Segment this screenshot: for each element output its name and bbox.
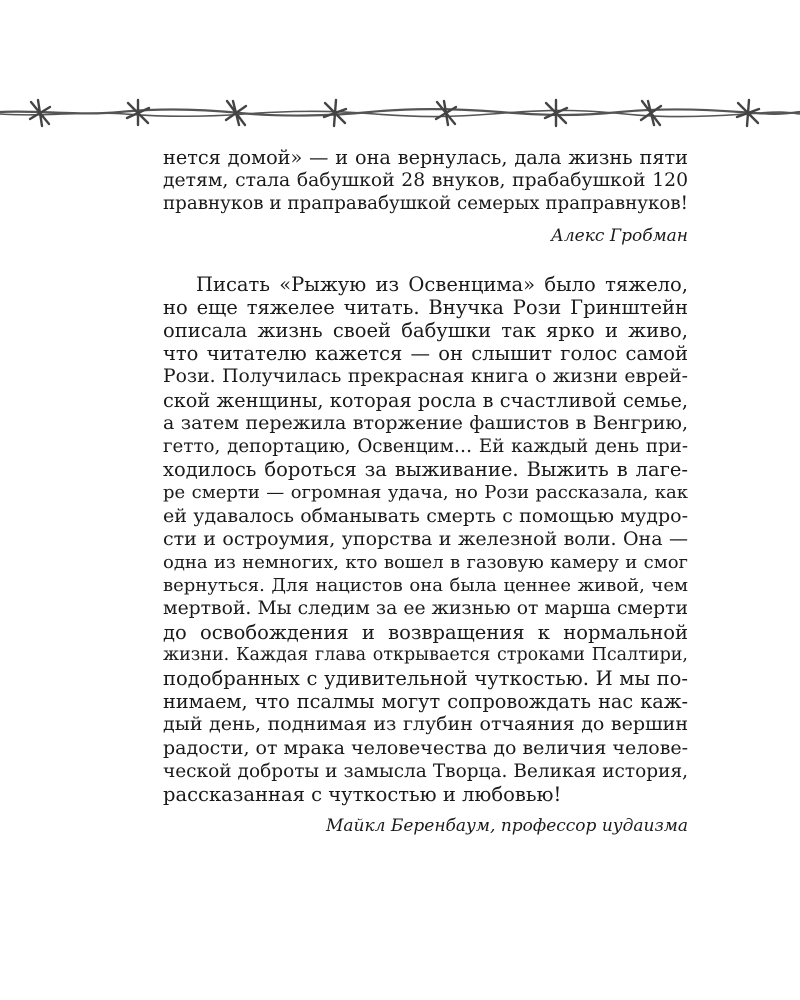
text-line: подобранных с удивительной чуткостью. И мы по- bbox=[163, 667, 688, 691]
text-line: нется домой» — и она вернулась, дала жизнь пяти bbox=[163, 146, 688, 169]
text-line: мертвой. Мы следим за ее жизнью от марша смерти bbox=[163, 598, 688, 620]
text-line: Рози. Получилась прекрасная книга о жизни еврей- bbox=[163, 366, 688, 388]
text-line: детям, стала бабушкой 28 внуков, прабабушкой 120 bbox=[163, 170, 688, 192]
text-line: но еще тяжелее читать. Внучка Рози Гринштейн bbox=[163, 295, 688, 319]
text-line: гетто, депортацию, Освенцим… Ей каждый день при- bbox=[163, 436, 688, 458]
text-line: ей удавалось обманывать смерть с помощью мудро- bbox=[163, 504, 688, 527]
text-line: правнуков и праправабушкой семерых праправнуков! bbox=[163, 193, 688, 215]
text-line: рассказанная с чуткостью и любовью! bbox=[163, 783, 562, 807]
text-line: сти и остроумия, упорства и железной воли. Она — bbox=[163, 527, 688, 550]
text-line: что читателю кажется — он слышит голос самой bbox=[163, 342, 688, 366]
barbed-wire-divider bbox=[0, 92, 800, 136]
text-line: ской женщины, которая росла в счастливой семье, bbox=[163, 388, 688, 412]
text-line: нимаем, что псалмы могут сопровождать нас каж- bbox=[163, 690, 688, 714]
quote-2 bbox=[163, 273, 688, 807]
text-line: вернуться. Для нацистов она была ценнее живой, чем bbox=[163, 575, 688, 597]
text-line: радости, от мрака человечества до величия челове- bbox=[163, 736, 689, 759]
text-line: ческой доброты и замысла Творца. Великая история, bbox=[163, 760, 688, 782]
text-line: описала жизнь своей бабушки так ярко и живо, bbox=[163, 319, 688, 343]
text-line: ходилось бороться за выживание. Выжить в лаге- bbox=[163, 458, 688, 482]
page-content bbox=[163, 146, 688, 837]
text-line: Писать «Рыжую из Освенцима» было тяжело, bbox=[196, 272, 688, 296]
text-line: одна из немногих, кто вошел в газовую камеру и смог bbox=[163, 552, 688, 574]
text-line: до освобождения и возвращения к нормальной bbox=[163, 620, 688, 644]
quote-1-author: Алекс Гробман bbox=[550, 225, 688, 246]
quote-1 bbox=[163, 146, 688, 216]
quote-2-author: Майкл Беренбаум, профессор иудаизма bbox=[325, 816, 688, 837]
text-line: дый день, поднимая из глубин отчаяния до вершин bbox=[163, 713, 688, 736]
text-line: жизни. Каждая глава открывается строками Псалтири, bbox=[163, 644, 688, 665]
text-line: а затем пережила вторжение фашистов в Венгрию, bbox=[163, 411, 688, 434]
text-line: ре смерти — огромная удача, но Рози рассказала, как bbox=[163, 482, 688, 504]
